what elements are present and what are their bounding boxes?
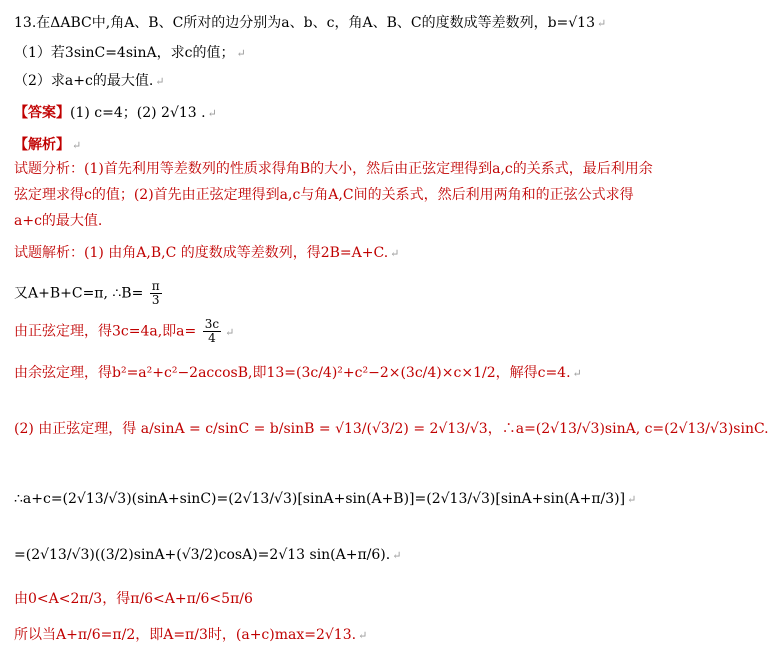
part-1-text: （1）若3sinC=4sinA，求c的值；	[14, 45, 235, 61]
part-2-text: （2）求a+c的最大值.	[14, 73, 154, 89]
paragraph-mark: ↵	[390, 247, 400, 260]
problem-statement	[14, 14, 606, 33]
analysis-label-line	[14, 136, 81, 155]
b-fraction-denominator: 3	[151, 293, 160, 307]
a-fraction-denominator: 4	[208, 331, 216, 345]
problem-text: 13.在ΔABC中,角A、B、C所对的边分别为a、b、c，角A、B、C的度数成等差数列，b=√13	[14, 15, 595, 31]
step-5-text: (2) 由正弦定理，得 a/sinA = c/sinC = b/sinB = √13/(√3/2) = 2√13/√3，∴a=(2√13/√3)sinA, c=(2√13/√3)sinC.	[14, 421, 769, 437]
answer-line	[14, 104, 217, 123]
solution-step-6	[14, 490, 636, 509]
solution-step-2	[14, 280, 164, 307]
solution-step-5	[14, 420, 769, 438]
a-fraction	[203, 318, 221, 345]
solution-step-4	[14, 364, 582, 383]
a-fraction-numerator: 3c	[204, 317, 220, 331]
solution-step-1	[14, 244, 399, 263]
answer-label: 【答案】	[14, 105, 70, 121]
step-9-text: 所以当A+π/6=π/2，即A=π/3时，(a+c)max=2√13.	[14, 627, 357, 643]
paragraph-mark: ↵	[207, 107, 217, 120]
analysis-label: 【解析】	[14, 137, 70, 153]
solution-step-1-text: 试题解析：(1) 由角A,B,C 的度数成等差数列，得2B=A+C.	[14, 245, 389, 261]
b-fraction-numerator: π	[151, 279, 160, 293]
analysis-line-2	[14, 186, 634, 204]
analysis-line-3	[14, 212, 102, 230]
answer-text: (1) c=4；(2) 2√13 .	[70, 105, 206, 121]
analysis-text-1: 试题分析：(1)首先利用等差数列的性质求得角B的大小，然后由正弦定理得到a,c的关系式，最后利用余	[14, 161, 653, 177]
step-6-text: ∴a+c=(2√13/√3)(sinA+sinC)=(2√13/√3)[sinA+sin(A+B)]=(2√13/√3)[sinA+sin(A+π/3)]	[14, 491, 626, 507]
paragraph-mark: ↵	[155, 75, 165, 88]
problem-part-1	[14, 44, 246, 63]
step-8-text: 由0<A<2π/3，得π/6<A+π/6<5π/6	[14, 591, 253, 607]
paragraph-mark: ↵	[72, 139, 82, 152]
problem-part-2	[14, 72, 165, 91]
step-7-text: =(2√13/√3)((3/2)sinA+(√3/2)cosA)=2√13 sin(A+π/6).	[14, 547, 391, 563]
solution-step-7	[14, 546, 401, 565]
step-4-text: 由余弦定理，得b²=a²+c²−2accosB,即13=(3c/4)²+c²−2×(3c/4)×c×1/2，解得c=4.	[14, 365, 571, 381]
paragraph-mark: ↵	[572, 367, 582, 380]
analysis-text-2: 弦定理求得c的值；(2)首先由正弦定理得到a,c与角A,C间的关系式，然后利用两角和的正弦公式求得	[14, 187, 634, 203]
analysis-line-1	[14, 160, 653, 178]
solution-step-3	[14, 318, 234, 345]
step-2-prefix: 又A+B+C=π, ∴B=	[14, 285, 144, 302]
paragraph-mark: ↵	[627, 493, 637, 506]
b-fraction	[150, 280, 162, 307]
solution-step-9	[14, 626, 367, 645]
solution-step-8	[14, 590, 253, 608]
paragraph-mark: ↵	[597, 17, 607, 30]
paragraph-mark: ↵	[225, 325, 235, 339]
step-3-prefix: 由正弦定理，得3c=4a,即a=	[14, 323, 197, 340]
paragraph-mark: ↵	[358, 629, 368, 642]
paragraph-mark: ↵	[392, 549, 402, 562]
analysis-text-3: a+c的最大值.	[14, 213, 103, 229]
paragraph-mark: ↵	[236, 47, 246, 60]
